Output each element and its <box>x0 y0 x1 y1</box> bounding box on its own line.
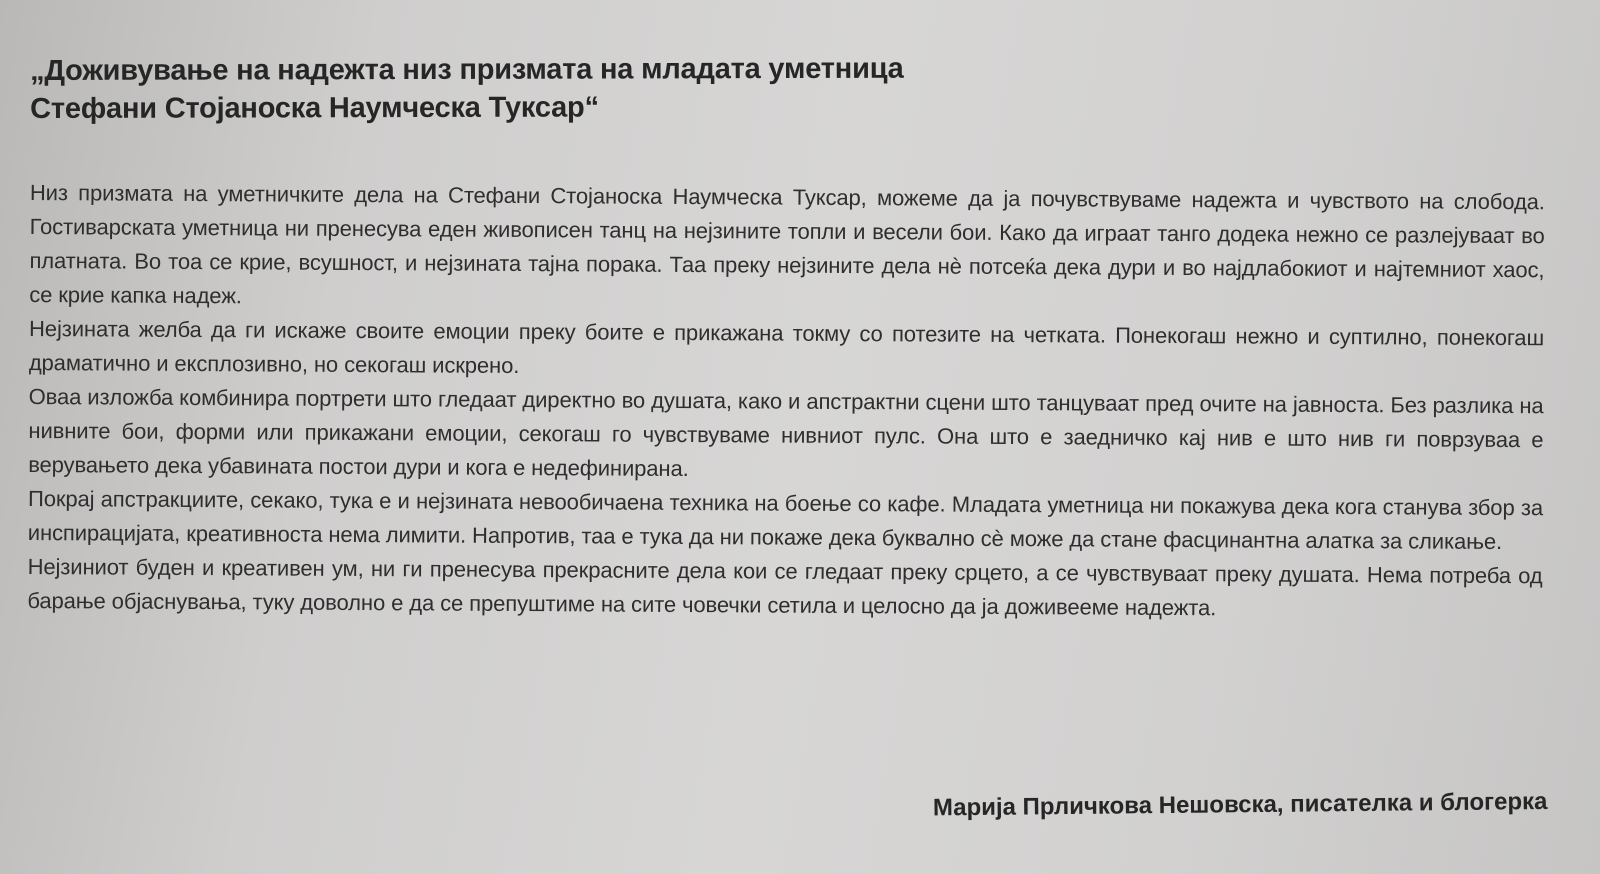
paragraph: Оваа изложба комбинира портрети што гледаат директно во душата, како и апстрактни сцени што танцуваат пред очите на јавноста. Без разлика на нивните бои, форми или прикажани емоции, секогаш го чувствуваме нивниот пулс. Она што е заедничко кај нив е што нив ги поврзуваа е верувањето дека убавината постои дури и кога е недефинирана. <box>28 383 1544 482</box>
author-signature: Марија Прличкова Нешовска, писателка и блогерка <box>933 788 1548 822</box>
title-line-1: „Доживување на надежта низ призмата на младата уметница <box>30 52 904 87</box>
exhibition-title <box>30 49 1130 128</box>
exhibition-description <box>27 176 1545 627</box>
paragraph: Нејзината желба да ги искаже своите емоции преку боите е прикажана токму со потезите на четката. Понекогаш нежно и суптилно, понекогаш драматично и експлозивно, но секогаш искрено. <box>28 315 1545 378</box>
title-line-2: Стефани Стојаноска Наумческа Туксар“ <box>30 91 599 125</box>
paragraph: Нејзиниот буден и креативен ум, ни ги пренесува прекрасните дела кои се гледаат преку срцето, а се чувствуваат преку душата. Нема потреба од барање објаснувања, туку доволно е да се препуштиме на сите човечки сетила и целосно да ја доживееме надежта. <box>27 553 1543 621</box>
paragraph: Покрај апстракциите, секако, тука е и нејзината невообичаена техника на боење со кафе. Младата уметница ни покажува дека кога станува збор за инспирацијата, креативноста нема лимити. Напротив, таа е тука да ни покаже дека буквално сè може да стане фасцинантна алатка за сликање. <box>27 485 1544 554</box>
paragraph: Низ призмата на уметничките дела на Стефани Стојаноска Наумческа Туксар, можеме да ја почувствуваме надежта и чувството на слобода. Гостиварската уметница ни пренесува еден живописен танц на нејзините топли и весели бои. Како да играат танго додека нежно се разлејуваат во платната. Во тоа се крие, всушност, и нејзината тајна порака. Таа преку нејзините дела нè потсеќа дека дури и во најдлабокиот и најтемниот хаос, се крие капка надеж. <box>29 179 1545 309</box>
